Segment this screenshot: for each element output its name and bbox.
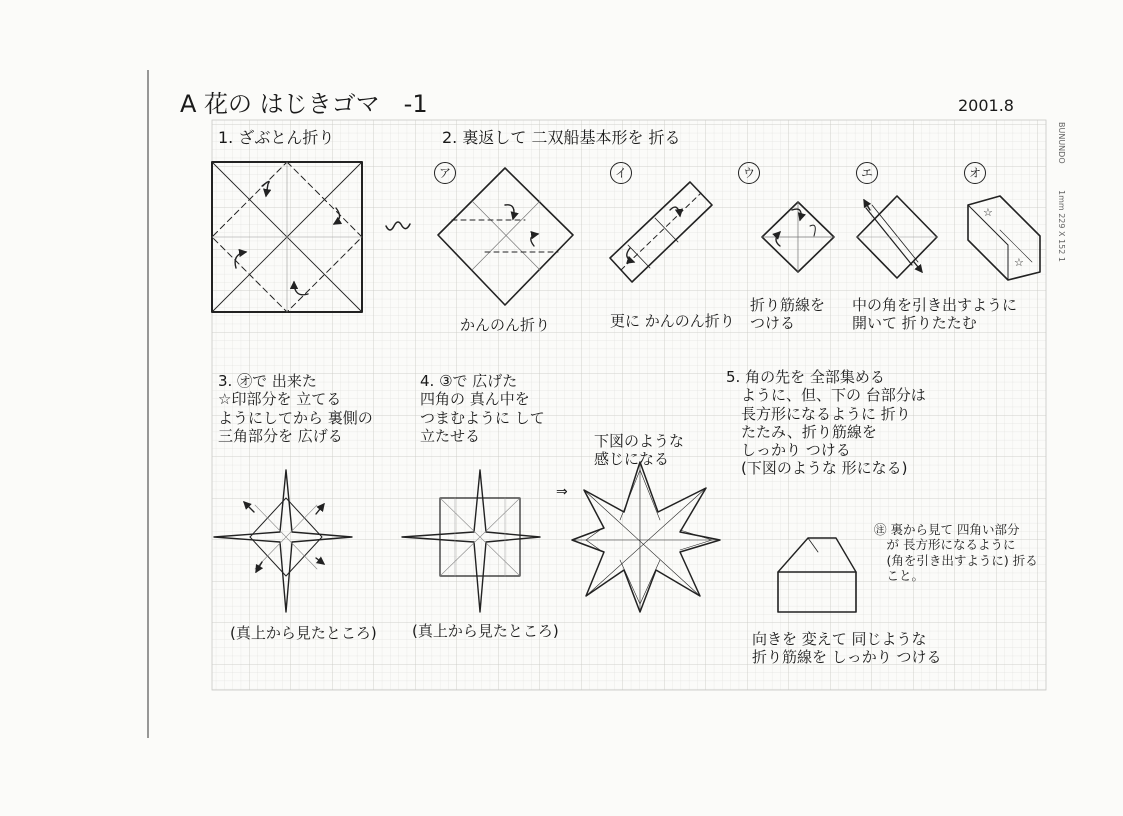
step5-note: ㊟ 裏から見て 四角い部分 が 長方形になるように (角を引き出すように) 折る こと。 [874,522,1038,583]
panel-mark-a: ア [434,162,456,184]
step1-figure [212,162,362,312]
date-label: 2001.8 [958,96,1014,115]
panel-mark-u: ウ [738,162,760,184]
step3-caption: (真上から見たところ) [230,624,377,642]
step2-title: 2. 裏返して 二双船基本形を 折る [442,128,681,147]
step3-text: 3. ㋔で 出来た ☆印部分を 立てる ようにしてから 裏側の 三角部分を 広げる [218,372,373,445]
step5-text: 5. 角の先を 全部集める ように、但、下の 台部分は 長方形になるように 折り たたみ、折り筋線を しっかり つける (下図のような 形になる) [726,368,926,478]
panel-mark-i: イ [610,162,632,184]
caption-a: かんのん折り [460,316,551,334]
step1-title: 1. ざぶとん折り [218,128,335,147]
caption-u: 折り筋線を つける [750,296,826,333]
star-arrow: ⇒ [556,484,568,500]
brand-spec: 1mm 229 X 152 1 [1057,190,1066,262]
page-title: A 花の はじきゴマ -1 [180,90,428,118]
panel-mark-o: オ [964,162,986,184]
panel-mark-e: エ [856,162,878,184]
step5-caption: 向きを 変えて 同じような 折り筋線を しっかり つける [752,630,942,667]
caption-i: 更に かんのん折り [610,312,735,330]
star-text: 下図のような 感じになる [594,432,685,469]
step4-caption: (真上から見たところ) [412,622,559,640]
caption-e: 中の角を引き出すように 開いて 折りたたむ [852,296,1018,333]
brand-name: BUNUNDO [1057,122,1066,164]
svg-text:☆: ☆ [983,206,993,219]
step4-text: 4. ③で 広げた 四角の 真ん中を つまむように して 立たせる [420,372,545,445]
svg-text:☆: ☆ [1014,256,1024,269]
